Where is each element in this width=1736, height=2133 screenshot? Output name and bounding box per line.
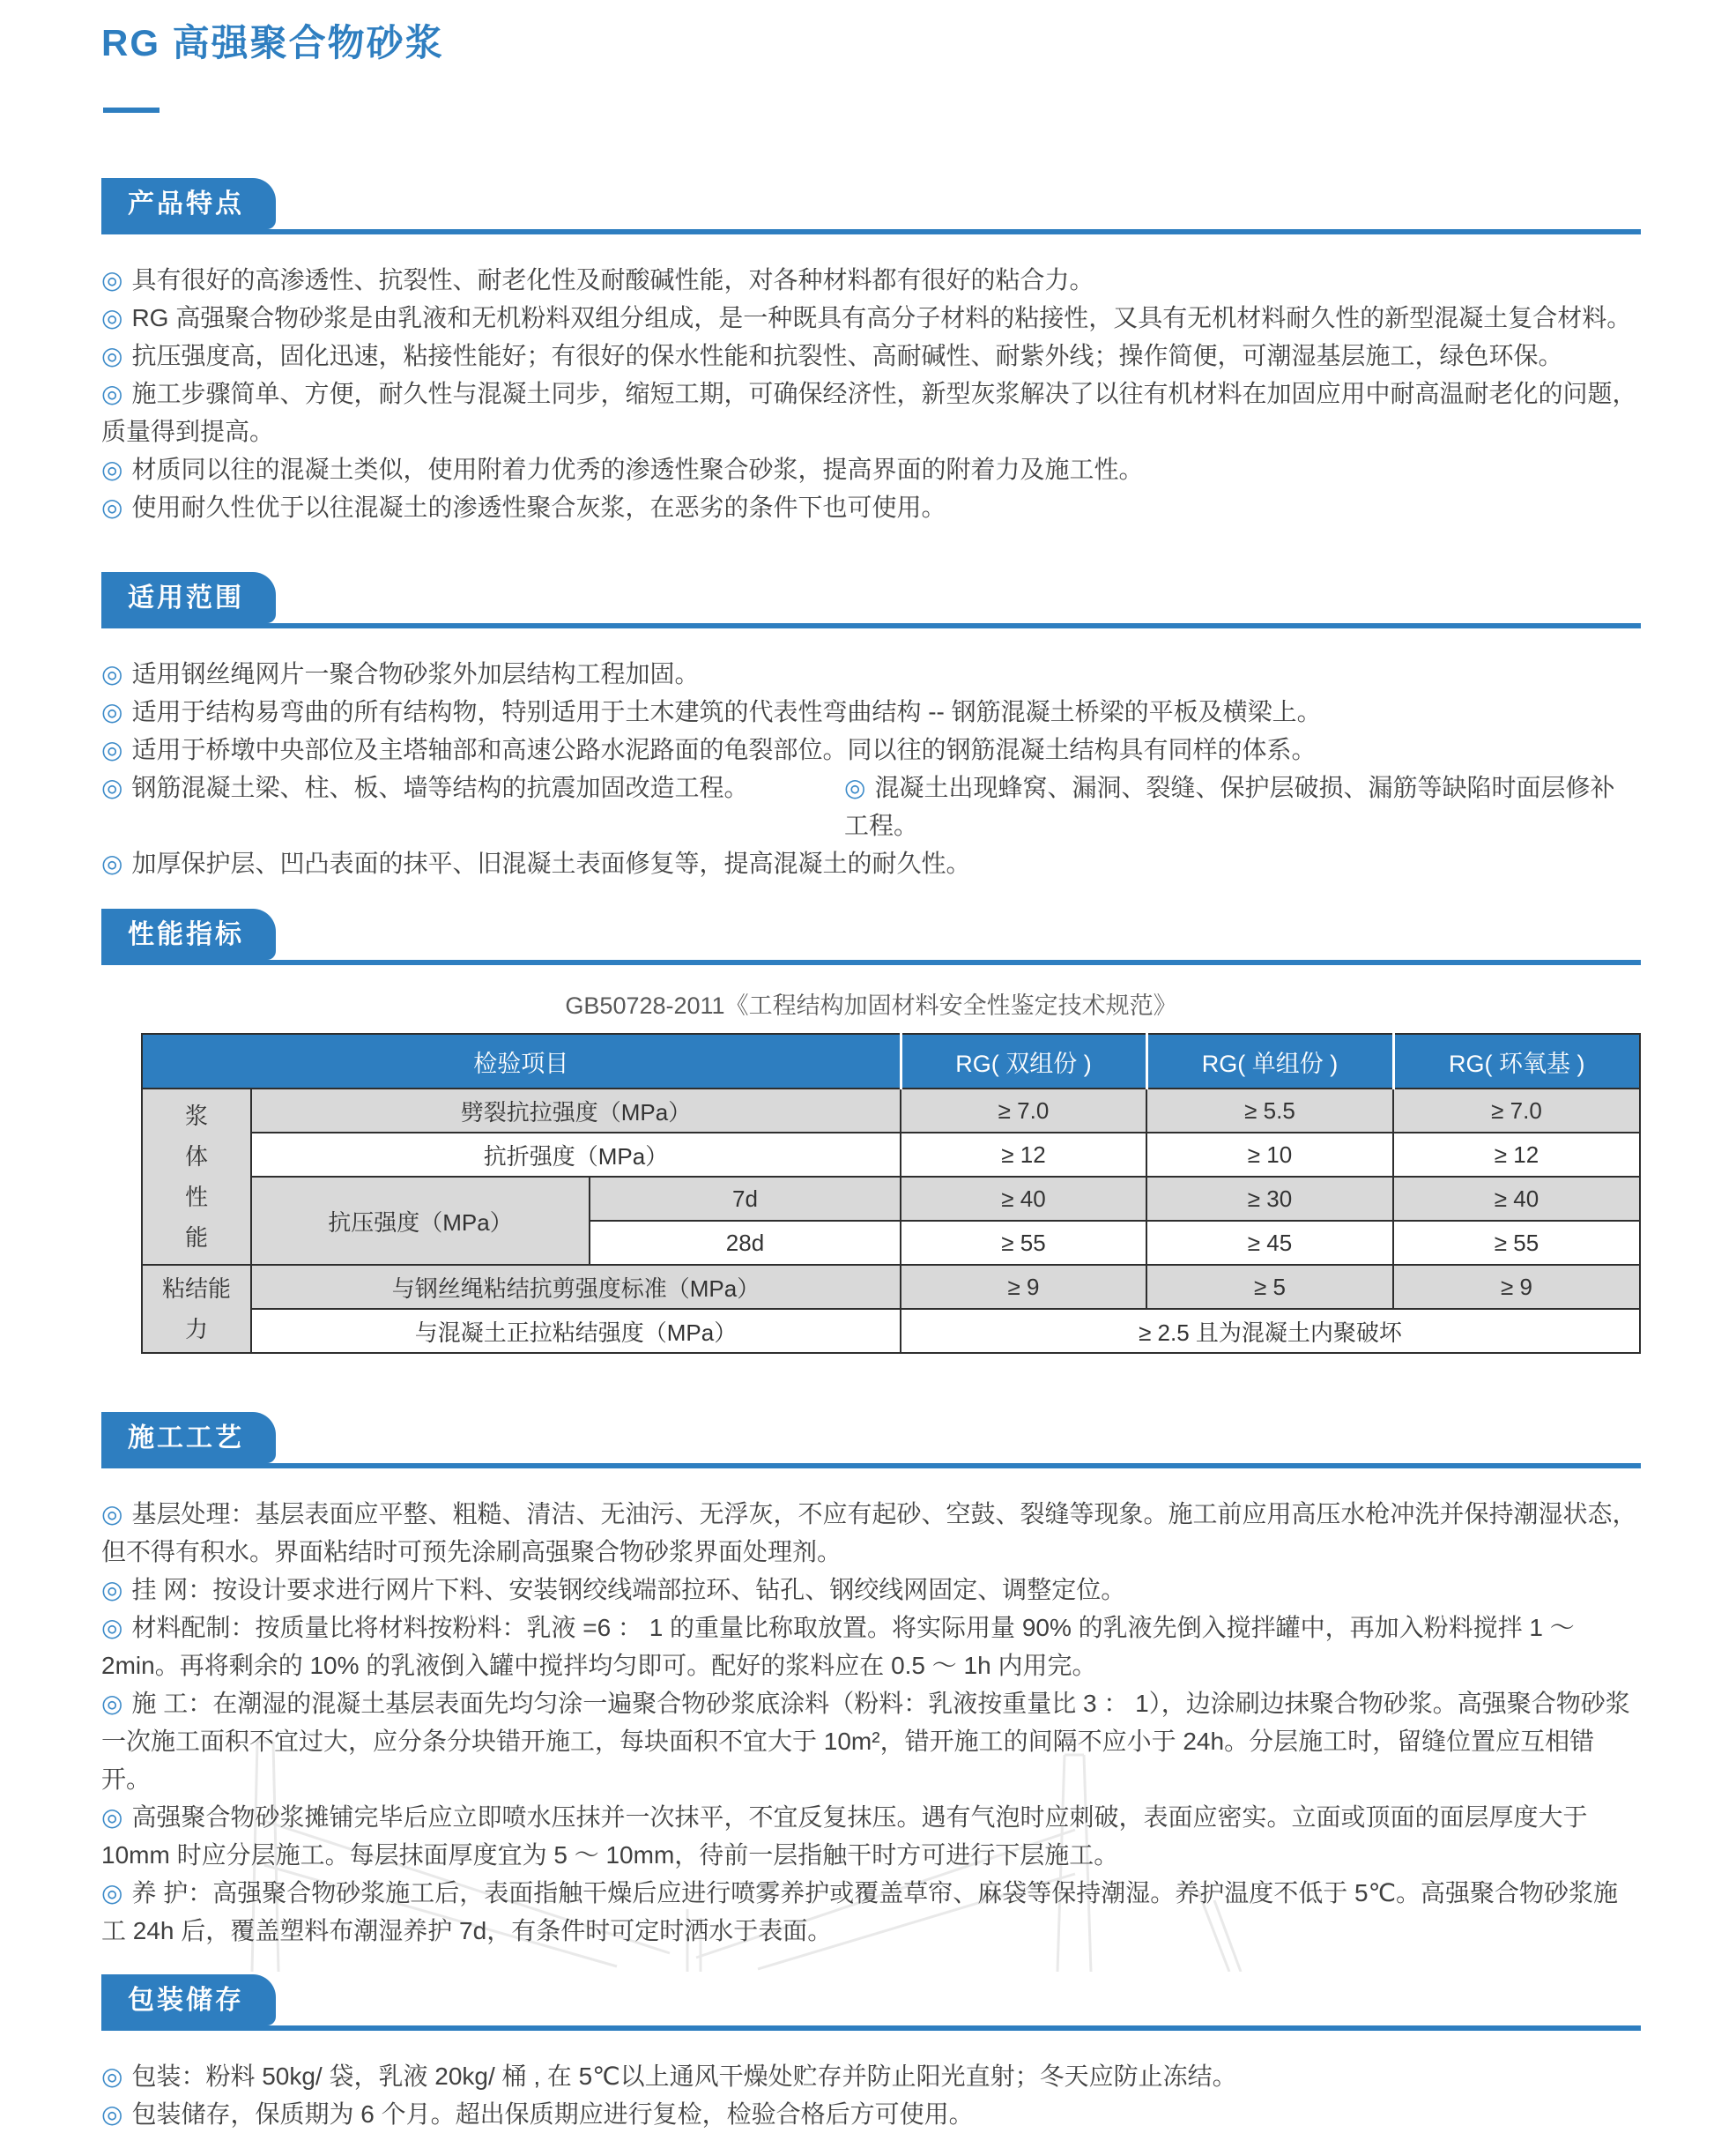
bullet-text: 钢筋混凝土梁、柱、板、墙等结构的抗震加固改造工程。	[131, 774, 749, 801]
bullet-ring-icon: ◎	[101, 1803, 123, 1831]
group-label-slurry: 浆体性能	[142, 1089, 251, 1265]
bullet-text: 加厚保护层、凹凸表面的抹平、旧混凝土表面修复等，提高混凝土的耐久性。	[131, 850, 971, 877]
table-cell-value: ≥ 7.0	[901, 1089, 1146, 1133]
table-header-item: 检验项目	[142, 1034, 901, 1089]
scope-bullet-list	[101, 655, 1639, 882]
list-item	[101, 1495, 1639, 1571]
bullet-ring-icon: ◎	[101, 1690, 123, 1717]
section-heading-scope: 适用范围	[101, 572, 276, 623]
bullet-text: 包装：粉料 50kg/ 袋，乳液 20kg/ 桶 , 在 5℃以上通风干燥处贮存并防止阳光直射；冬天应防止冻结。	[131, 2062, 1237, 2090]
table-cell-value: ≥ 40	[1393, 1177, 1640, 1221]
list-item	[101, 693, 1639, 731]
table-header-rg1: RG( 单组份 )	[1146, 1034, 1393, 1089]
bullet-ring-icon: ◎	[101, 1576, 123, 1603]
list-item	[101, 1609, 1639, 1684]
section-heading-process: 施工工艺	[101, 1412, 276, 1463]
standard-reference-title: GB50728-2011《工程结构加固材料安全性鉴定技术规范》	[565, 992, 1177, 1019]
table-cell-sublabel: 7d	[590, 1177, 901, 1221]
section-bar-process	[101, 1412, 1641, 1468]
table-cell-value: ≥ 45	[1146, 1221, 1393, 1265]
performance-table	[141, 1033, 1641, 1354]
list-item	[101, 450, 1639, 488]
bullet-text: 适用于桥墩中央部位及主塔轴部和高速公路水泥路面的龟裂部位。同以往的钢筋混凝土结构具有同样的体系。	[131, 736, 1317, 763]
bullet-ring-icon: ◎	[101, 1500, 123, 1527]
list-item	[101, 1874, 1639, 1950]
table-cell-value: ≥ 9	[901, 1265, 1146, 1309]
table-cell-value: ≥ 55	[901, 1221, 1146, 1265]
bullet-ring-icon: ◎	[101, 698, 123, 725]
section-heading-packaging: 包装储存	[101, 1974, 276, 2025]
bullet-text: 养 护：高强聚合物砂浆施工后，表面指触干燥后应进行喷雾养护或覆盖草帘、麻袋等保持潮湿。养护温度不低于 5℃。高强聚合物砂浆施工 24h 后，覆盖塑料布潮湿养护 7d，有条件时可定时洒水于表面。	[101, 1879, 1619, 1944]
bullet-ring-icon: ◎	[101, 736, 123, 763]
list-item-double	[101, 769, 1639, 844]
bullet-text: 适用钢丝绳网片一聚合物砂浆外加层结构工程加固。	[131, 660, 700, 687]
bullet-ring-icon: ◎	[101, 1879, 123, 1906]
bullet-text: 材质同以往的混凝土类似，使用附着力优秀的渗透性聚合砂浆，提高界面的附着力及施工性。	[131, 456, 1144, 483]
bullet-text: 包装储存，保质期为 6 个月。超出保质期应进行复检，检验合格后方可使用。	[131, 2100, 974, 2128]
list-item	[101, 844, 1639, 882]
bullet-pair-right	[844, 769, 1639, 844]
bullet-text: 抗压强度高，固化迅速，粘接性能好；有很好的保水性能和抗裂性、高耐碱性、耐紫外线；操作简便，可潮湿基层施工，绿色环保。	[131, 342, 1563, 369]
features-bullet-list	[101, 261, 1639, 526]
list-item	[101, 2057, 1639, 2095]
bullet-text: 材料配制：按质量比将材料按粉料：乳液 =6 ： 1 的重量比称取放置。将实际用量 90% 的乳液先倒入搅拌罐中，再加入粉料搅拌 1 ～ 2min。再将剩余的 10% 的乳液倒入罐中搅拌均匀即可。配好的浆料应在 0.5 ～ 1h 内用完。	[101, 1614, 1575, 1679]
bullet-text: 使用耐久性优于以往混凝土的渗透性聚合灰浆，在恶劣的条件下也可使用。	[131, 494, 946, 521]
bullet-text: 高强聚合物砂浆摊铺完毕后应立即喷水压抹并一次抹平，不宜反复抹压。遇有气泡时应刺破，表面应密实。立面或顶面的面层厚度大于 10mm 时应分层施工。每层抹面厚度宜为 5 ～ 10mm，待前一层指触干时方可进行下层施工。	[101, 1803, 1588, 1869]
bullet-text: 基层处理：基层表面应平整、粗糙、清洁、无油污、无浮灰，不应有起砂、空鼓、裂缝等现象。施工前应用高压水枪冲洗并保持潮湿状态，但不得有积水。界面粘结时可预先涂刷高强聚合物砂浆界面处理剂。	[101, 1500, 1637, 1565]
table-cell-value: ≥ 12	[1393, 1133, 1640, 1177]
list-item	[101, 261, 1639, 299]
bullet-ring-icon: ◎	[101, 774, 123, 801]
list-item	[101, 1571, 1639, 1609]
table-row	[142, 1089, 1640, 1133]
list-item	[101, 337, 1639, 375]
list-item	[101, 655, 1639, 693]
table-cell-value: ≥ 12	[901, 1133, 1146, 1177]
table-cell-merged-value: ≥ 2.5 且为混凝土内聚破坏	[901, 1309, 1640, 1353]
bullet-ring-icon: ◎	[101, 266, 123, 294]
bullet-ring-icon: ◎	[101, 494, 123, 521]
section-bar-features	[101, 178, 1641, 234]
table-header-rg2: RG( 双组份 )	[901, 1034, 1146, 1089]
list-item	[101, 1684, 1639, 1798]
list-item	[101, 2095, 1639, 2133]
bullet-text: 挂 网：按设计要求进行网片下料、安装钢绞线端部拉环、钻孔、钢绞线网固定、调整定位。	[131, 1576, 1126, 1603]
table-cell-value: ≥ 5	[1146, 1265, 1393, 1309]
section-bar-performance	[101, 909, 1641, 965]
bullet-ring-icon: ◎	[101, 380, 123, 407]
section-heading-performance: 性能指标	[101, 909, 276, 960]
bullet-ring-icon: ◎	[101, 850, 123, 877]
table-cell-value: ≥ 40	[901, 1177, 1146, 1221]
table-cell-label: 与钢丝绳粘结抗剪强度标准（MPa）	[251, 1265, 901, 1309]
bullet-ring-icon: ◎	[101, 1614, 123, 1641]
bullet-ring-icon: ◎	[101, 342, 123, 369]
table-cell-value: ≥ 10	[1146, 1133, 1393, 1177]
bullet-ring-icon: ◎	[101, 2100, 123, 2128]
bullet-ring-icon: ◎	[101, 2062, 123, 2090]
bullet-ring-icon: ◎	[844, 774, 866, 801]
table-cell-value: ≥ 5.5	[1146, 1089, 1393, 1133]
title-underline	[103, 108, 160, 113]
bullet-text: 适用于结构易弯曲的所有结构物，特别适用于土木建筑的代表性弯曲结构 -- 钢筋混凝土桥梁的平板及横梁上。	[131, 698, 1322, 725]
table-row	[142, 1177, 1640, 1221]
bullet-ring-icon: ◎	[101, 660, 123, 687]
list-item	[101, 299, 1639, 337]
bullet-ring-icon: ◎	[101, 304, 123, 331]
group-label-bonding: 粘结能力	[142, 1265, 251, 1353]
packaging-bullet-list	[101, 2057, 1639, 2133]
list-item	[101, 375, 1639, 450]
page-title: RG 高强聚合物砂浆	[101, 22, 444, 63]
table-header-rgepoxy: RG( 环氧基 )	[1393, 1034, 1640, 1089]
table-cell-value: ≥ 7.0	[1393, 1089, 1640, 1133]
table-row	[142, 1133, 1640, 1177]
table-header-row	[142, 1034, 1640, 1089]
table-cell-label: 劈裂抗拉强度（MPa）	[251, 1089, 901, 1133]
table-cell-value: ≥ 9	[1393, 1265, 1640, 1309]
bullet-ring-icon: ◎	[101, 456, 123, 483]
table-cell-value: ≥ 30	[1146, 1177, 1393, 1221]
list-item	[101, 488, 1639, 526]
table-row	[142, 1309, 1640, 1353]
list-item	[101, 731, 1639, 769]
table-cell-label: 抗压强度（MPa）	[251, 1177, 590, 1265]
section-bar-scope	[101, 572, 1641, 628]
list-item	[101, 1798, 1639, 1874]
bullet-text: 施工步骤简单、方便，耐久性与混凝土同步，缩短工期，可确保经济性，新型灰浆解决了以往有机材料在加固应用中耐高温耐老化的问题，质量得到提高。	[101, 380, 1637, 445]
table-cell-label: 与混凝土正拉粘结强度（MPa）	[251, 1309, 901, 1353]
table-cell-label: 抗折强度（MPa）	[251, 1133, 901, 1177]
table-cell-sublabel: 28d	[590, 1221, 901, 1265]
bullet-text: 施 工：在潮湿的混凝土基层表面先均匀涂一遍聚合物砂浆底涂料（粉料：乳液按重量比 3 ： 1），边涂刷边抹聚合物砂浆。高强聚合物砂浆一次施工面积不宜过大，应分条分块错开施工，每块面积不宜大于 10m²，错开施工的间隔不应小于 24h。分层施工时，留缝位置应互相错开。	[101, 1690, 1630, 1793]
bullet-text: 混凝土出现蜂窝、漏洞、裂缝、保护层破损、漏筋等缺陷时面层修补工程。	[844, 774, 1615, 839]
table-cell-value: ≥ 55	[1393, 1221, 1640, 1265]
section-bar-packaging	[101, 1974, 1641, 2031]
table-row	[142, 1265, 1640, 1309]
bullet-text: RG 高强聚合物砂浆是由乳液和无机粉料双组分组成，是一种既具有高分子材料的粘接性，又具有无机材料耐久性的新型混凝土复合材料。	[131, 304, 1632, 331]
bullet-pair-left	[101, 769, 844, 844]
section-heading-features: 产品特点	[101, 178, 276, 229]
process-bullet-list	[101, 1495, 1639, 1950]
bullet-text: 具有很好的高渗透性、抗裂性、耐老化性及耐酸碱性能，对各种材料都有很好的粘合力。	[131, 266, 1094, 294]
